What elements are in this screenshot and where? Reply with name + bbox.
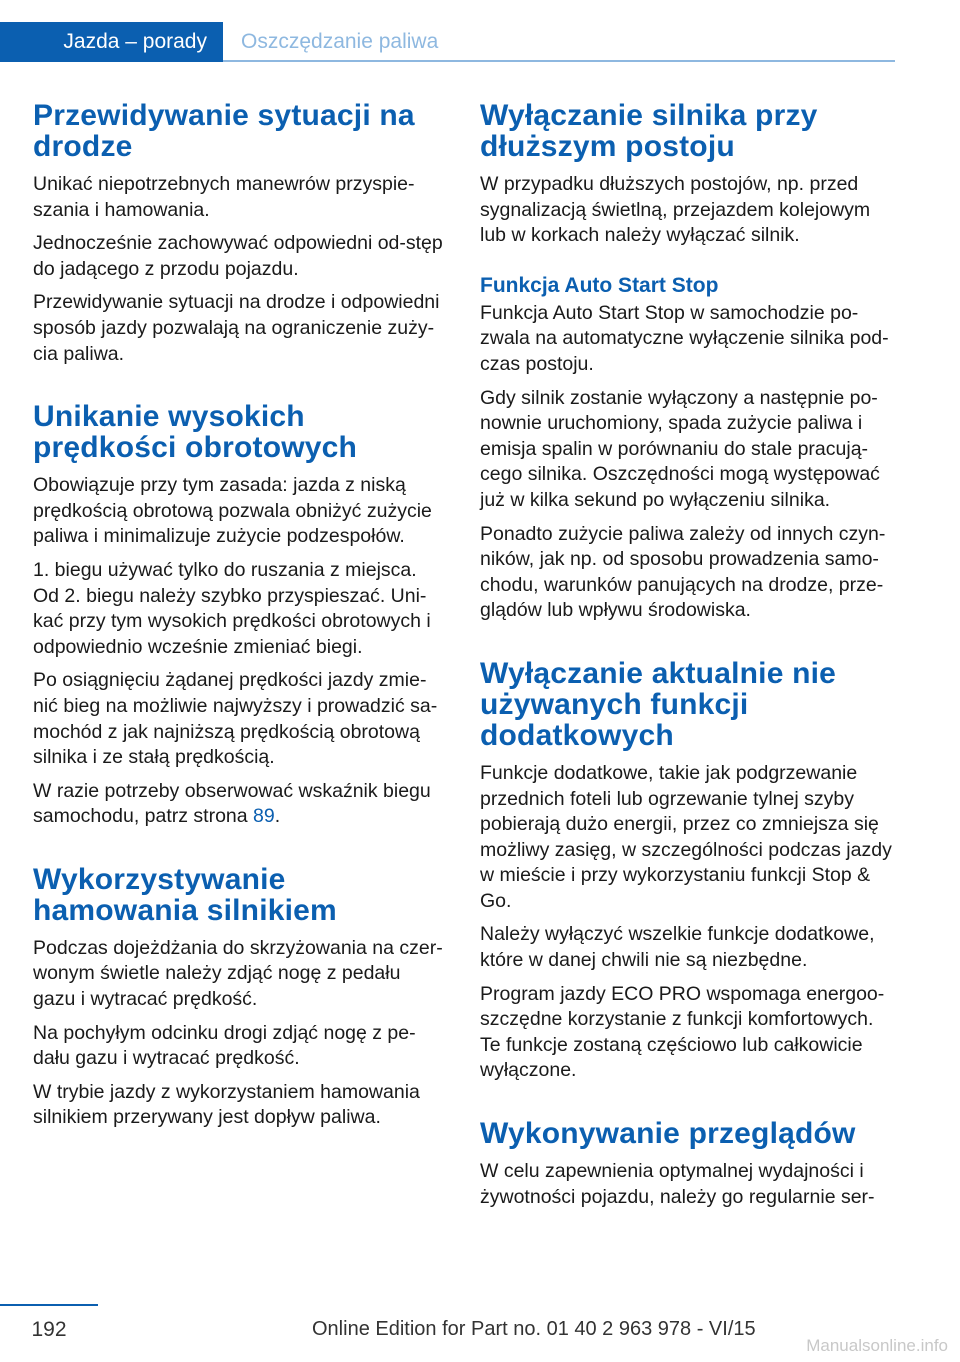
paragraph: 1. biegu używać tylko do ruszania z miejsca. Od 2. biegu należy szybko przyspieszać. Uni-kać przy tym wysokich prędkości obrotowych i odpowiednio wcześnie zmieniać biegi. [33, 558, 431, 658]
paragraph: Na pochyłym odcinku drogi zdjąć nogę z pe-dału gazu i wytracać prędkość. [33, 1021, 416, 1070]
page-header [0, 0, 895, 62]
subsection-tab-label: Oszczędzanie paliwa [241, 30, 439, 53]
paragraph: Unikać niepotrzebnych manewrów przyspie-szania i hamowania. [33, 173, 415, 221]
section-tab-label: Jazda – porady [63, 30, 207, 53]
page-link[interactable]: 89 [253, 805, 275, 828]
paragraph: Gdy silnik zostanie wyłączony a następnie po-nownie uruchomiony, spada zużycie paliwa i emisja spalin w porównaniu do stale pracują-cego silnika. Oszczędności mogą występować już w kilka sekund po wyłączeniu silnika. [480, 386, 880, 511]
paragraph: Funkcje dodatkowe, takie jak podgrzewanie przednich foteli lub ogrzewanie tylnej szyby pobierają dużo energii, przez co zmniejsza się możliwy zasięg, w szczególności podczas jazdy w mieście i przy wykorzystaniu funkcji Stop & Go. [480, 761, 892, 912]
heading-anticipate: Przewidywanie sytuacji na drodze [33, 99, 415, 163]
subheading-auto-start-stop: Funkcja Auto Start Stop [480, 273, 719, 297]
heading-disable-functions: Wyłączanie aktualnie nie używanych funkcji dodatkowych [480, 656, 837, 752]
subsection-tab[interactable] [241, 22, 438, 62]
paragraph: Po osiągnięciu żądanej prędkości jazdy zmie-nić bieg na możliwie najwyższy i prowadzić sa-mochód z jak najniższą prędkością obrotową silnika i ze stałą prędkością. [33, 669, 438, 769]
paragraph: Podczas dojeżdżania do skrzyżowania na czer-wonym świetle należy zdjąć nogę z pedału gazu i wytracać prędkość. [33, 936, 443, 1011]
heading-engine-braking: Wykorzystywanie hamowania silnikiem [33, 862, 337, 927]
paragraph: W przypadku dłuższych postojów, np. przed sygnalizacją świetlną, przejazdem kolejowym lub w korkach należy wyłączać silnik. [480, 173, 871, 247]
paragraph-text: W razie potrzeby obserwować wskaźnik biegu samochodu, patrz strona [33, 779, 431, 828]
heading-avoid-high-rpm: Unikanie wysokich prędkości obrotowych [33, 400, 358, 465]
heading-engine-off: Wyłączanie silnika przy dłuższym postoju [480, 99, 818, 163]
paragraph: Przewidywanie sytuacji na drodze i odpowiedni sposób jazdy pozwalają na ograniczenie zuży-cia paliwa. [33, 291, 440, 365]
paragraph: W trybie jazdy z wykorzystaniem hamowania silnikiem przerywany jest dopływ paliwa. [33, 1080, 420, 1129]
paragraph: Jednocześnie zachowywać odpowiedni od-stęp do jadącego z przodu pojazdu. [33, 232, 443, 280]
paragraph: Program jazdy ECO PRO wspomaga energoo-szczędne korzystanie z funkcji komfortowych. Te funkcje zostaną częściowo lub całkowicie wyłączone. [480, 982, 885, 1082]
paragraph: Funkcja Auto Start Stop w samochodzie po-zwala na automatyczne wyłączenie silnika pod-czas postoju. [480, 301, 889, 375]
paragraph-with-link [33, 779, 448, 830]
heading-maintenance: Wykonywanie przeglądów [480, 1117, 856, 1151]
header-divider [223, 60, 895, 62]
paragraph: W celu zapewnienia optymalnej wydajności i żywotności pojazdu, należy go regularnie ser- [480, 1160, 875, 1208]
paragraph: Należy wyłączyć wszelkie funkcje dodatkowe, które w danej chwili nie są niezbędne. [480, 923, 875, 972]
page-number-rule [0, 1304, 98, 1306]
paragraph: Ponadto zużycie paliwa zależy od innych czyn-ników, jak np. od sposobu prowadzenia samo-chodu, warunków panujących na drodze, prze-glądów lub wpływu środowiska. [480, 522, 886, 622]
edition-footer: Online Edition for Part no. 01 40 2 963 978 - VI/15 [312, 1318, 756, 1340]
paragraph: Obowiązuje przy tym zasada: jazda z niską prędkością obrotową pozwala obniżyć zużycie paliwa i minimalizuje zużycie podzespołów. [33, 474, 432, 548]
right-column [480, 100, 895, 1218]
section-tab[interactable] [0, 22, 223, 62]
left-column [33, 100, 448, 1139]
watermark: Manualsonline.info [806, 1336, 948, 1355]
paragraph-end: . [274, 805, 281, 828]
page-number: 192 [31, 1318, 67, 1341]
